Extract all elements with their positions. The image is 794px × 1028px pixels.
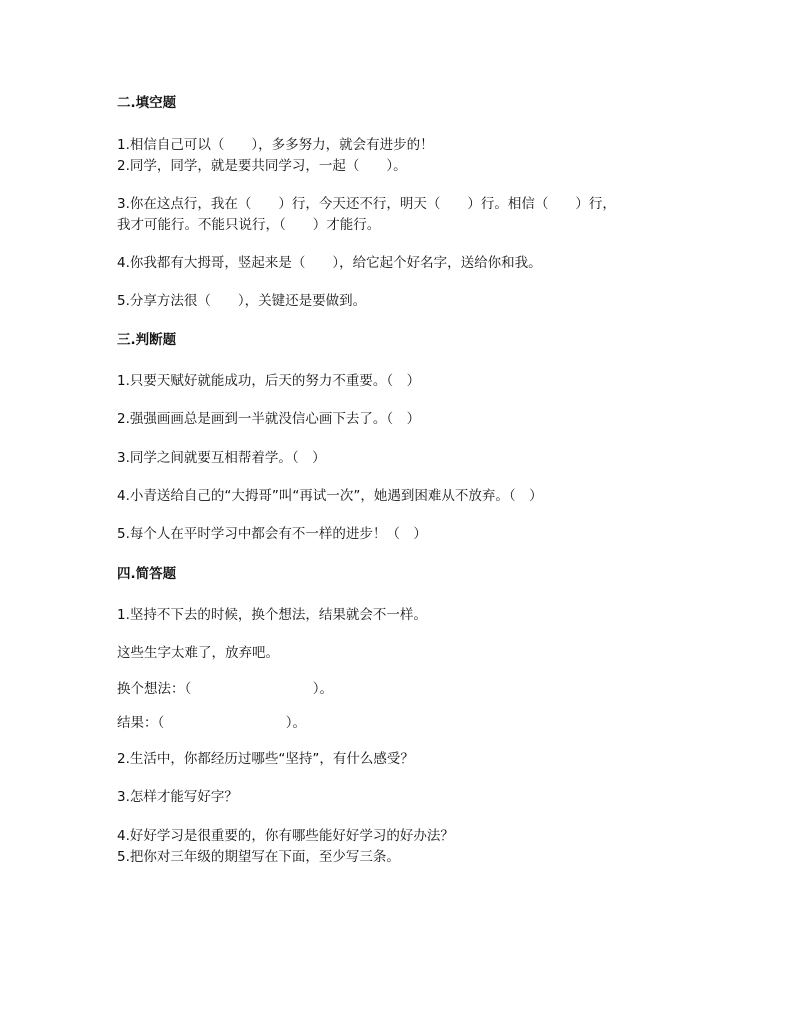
question-line: 2.强强画画总是画到一半就没信心画下去了。（ ） xyxy=(117,411,421,427)
question-line: 5.分享方法很（ ），关键还是要做到。 xyxy=(117,293,367,309)
question-line: 5.每个人在平时学习中都会有不一样的进步！（ ） xyxy=(117,526,427,542)
question-line: 换个想法：（ ）。 xyxy=(117,681,333,697)
question-line: 这些生字太难了，放弃吧。 xyxy=(117,645,279,661)
question-line: 4.好好学习是很重要的，你有哪些能好好学习的好办法？ xyxy=(117,828,454,844)
question-line: 3.怎样才能写好字？ xyxy=(117,789,238,805)
question-line: 2.生活中，你都经历过哪些“坚持”，有什么感受？ xyxy=(117,751,414,767)
question-line: 结果：（ ）。 xyxy=(117,715,306,731)
question-line: 1.坚持不下去的时候，换个想法，结果就会不一样。 xyxy=(117,607,427,623)
question-line: 2.同学，同学，就是要共同学习，一起（ ）。 xyxy=(117,158,407,174)
question-line: 1.相信自己可以（ ），多多努力，就会有进步的！ xyxy=(117,137,434,153)
question-line: 4.你我都有大拇哥，竖起来是（ ），给它起个好名字，送给你和我。 xyxy=(117,255,542,271)
question-line: 5.把你对三年级的期望写在下面，至少写三条。 xyxy=(117,849,400,865)
question-line: 3.同学之间就要互相帮着学。（ ） xyxy=(117,450,326,466)
question-line: 我才可能行。不能只说行，（ ）才能行。 xyxy=(117,217,381,233)
question-line: 3.你在这点行，我在（ ）行，今天还不行，明天（ ）行。相信（ ）行， xyxy=(117,196,616,212)
section-heading-short-answer: 四.简答题 xyxy=(117,566,177,582)
question-line: 1.只要天赋好就能成功，后天的努力不重要。（ ） xyxy=(117,373,421,389)
question-line: 4.小青送给自己的“大拇哥”叫“再试一次”，她遇到困难从不放弃。（ ） xyxy=(117,488,543,504)
section-heading-fill-blank: 二.填空题 xyxy=(117,95,177,111)
section-heading-true-false: 三.判断题 xyxy=(117,332,177,348)
